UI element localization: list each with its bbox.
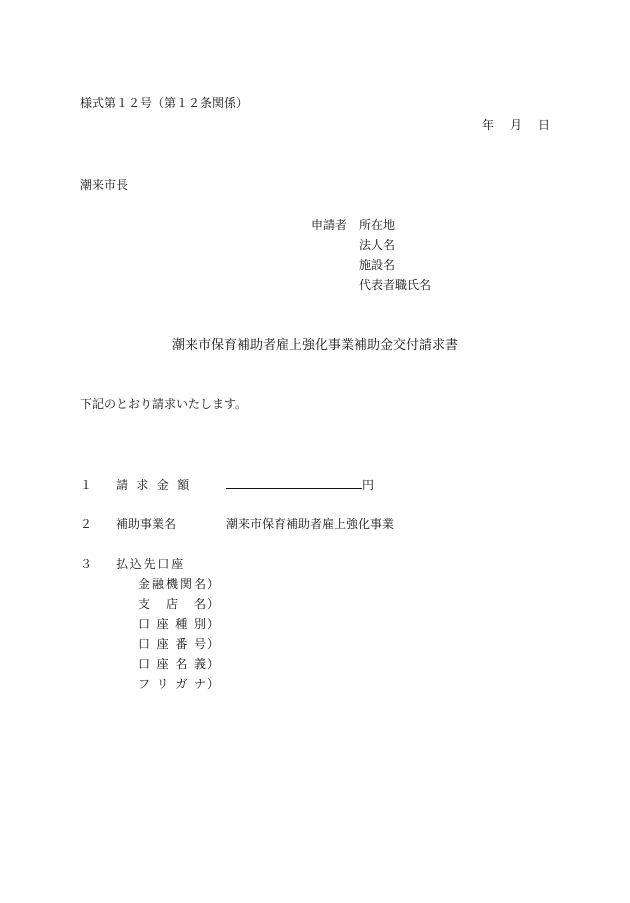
- date-day: 日: [537, 118, 550, 132]
- label-char: フ: [138, 677, 151, 691]
- item-number-1: １: [80, 478, 93, 492]
- label-char: 別: [193, 617, 206, 631]
- label-char: 口: [138, 657, 151, 671]
- applicant-label: 申請者: [311, 218, 348, 232]
- label-char: 座: [156, 637, 169, 651]
- amount-underline: [226, 478, 362, 489]
- label-char: 番: [175, 637, 188, 651]
- date-month: 月: [509, 118, 522, 132]
- label-char: 号: [193, 637, 206, 651]
- label-char: ガ: [175, 677, 188, 691]
- label-char: 店: [165, 597, 178, 611]
- label-char: リ: [156, 677, 169, 691]
- amount-field: [226, 478, 374, 492]
- label-char: 座: [156, 657, 169, 671]
- furigana-label: [138, 677, 206, 691]
- applicant-address: 所在地: [359, 218, 396, 232]
- project-label: 補助事業名: [116, 517, 177, 531]
- label-char: 支: [138, 597, 151, 611]
- label-char: 口: [138, 637, 151, 651]
- label-char: 名: [193, 597, 206, 611]
- addressee: 潮来市長: [80, 178, 129, 192]
- branch-name-label: [138, 597, 206, 611]
- applicant-facility: 施設名: [359, 258, 396, 272]
- label-char: 融: [151, 577, 164, 591]
- account-holder-paren: ）: [207, 657, 220, 671]
- bank-name-paren: ）: [207, 577, 220, 591]
- item-number-2: ２: [80, 517, 93, 531]
- label-char: ナ: [193, 677, 206, 691]
- label-char: 名: [175, 657, 188, 671]
- intro-text: 下記のとおり請求いたします。: [80, 397, 248, 411]
- account-type-paren: ）: [207, 617, 220, 631]
- account-label: 払込先口座: [116, 557, 186, 571]
- bank-name-label: [138, 577, 206, 591]
- amount-label: 請求金額: [116, 478, 198, 492]
- account-number-paren: ）: [207, 637, 220, 651]
- account-holder-label: [138, 657, 206, 671]
- label-char: 名: [193, 577, 206, 591]
- label-char: 機: [165, 577, 178, 591]
- date-year: 年: [481, 118, 494, 132]
- label-char: 口: [138, 617, 151, 631]
- label-char: 関: [179, 577, 192, 591]
- form-number: 様式第１２号（第１２条関係）: [80, 96, 249, 110]
- applicant-representative: 代表者職氏名: [359, 278, 432, 292]
- label-char: 座: [156, 617, 169, 631]
- project-value: 潮来市保育補助者雇上強化事業: [226, 517, 395, 531]
- branch-name-paren: ）: [207, 597, 220, 611]
- applicant-corporation: 法人名: [359, 238, 396, 252]
- account-type-label: [138, 617, 206, 631]
- label-char: 種: [175, 617, 188, 631]
- amount-unit: 円: [362, 478, 375, 492]
- item-number-3: ３: [80, 557, 93, 571]
- date-line: [482, 118, 550, 132]
- account-number-label: [138, 637, 206, 651]
- furigana-paren: ）: [207, 677, 220, 691]
- document-title: 潮来市保育補助者雇上強化事業補助金交付請求書: [171, 338, 458, 353]
- label-char: 義: [193, 657, 206, 671]
- label-char: 金: [138, 577, 151, 591]
